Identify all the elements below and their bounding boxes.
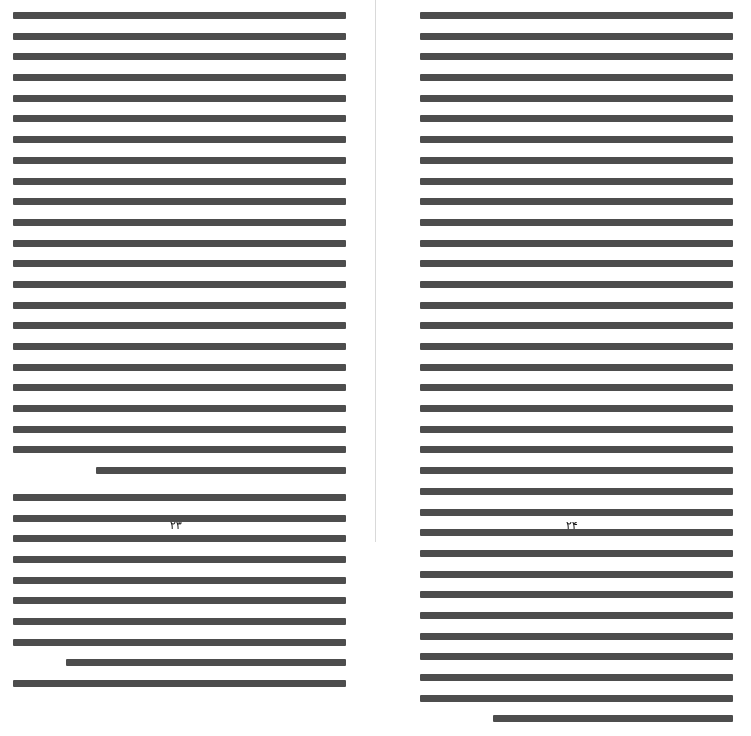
text-line [420, 136, 733, 143]
text-line [13, 618, 346, 625]
right-page [376, 0, 751, 542]
text-line [13, 74, 346, 81]
text-line [420, 612, 733, 619]
text-line [13, 343, 346, 350]
text-line [420, 219, 733, 226]
text-line [13, 680, 346, 687]
text-line [420, 509, 733, 516]
text-line [13, 639, 346, 646]
right-page-number: ۲۴ [566, 519, 578, 532]
text-line [420, 550, 733, 557]
text-line [420, 157, 733, 164]
text-line [420, 33, 733, 40]
text-line [420, 446, 733, 453]
left-page-number: ۲۳ [170, 519, 182, 532]
text-line [13, 302, 346, 309]
text-line [13, 281, 346, 288]
text-line [420, 281, 733, 288]
text-line [420, 384, 733, 391]
text-line [13, 405, 346, 412]
text-line [13, 136, 346, 143]
text-line [66, 659, 346, 666]
text-line [13, 198, 346, 205]
text-line [13, 33, 346, 40]
text-line [420, 488, 733, 495]
text-line [13, 95, 346, 102]
text-line [420, 695, 733, 702]
text-line [420, 364, 733, 371]
left-page-body [13, 12, 346, 701]
text-line [13, 178, 346, 185]
text-line [13, 384, 346, 391]
text-line [13, 535, 346, 542]
text-line [13, 157, 346, 164]
text-line [13, 577, 346, 584]
text-line [13, 12, 346, 19]
text-line [13, 53, 346, 60]
text-line [420, 198, 733, 205]
text-line [420, 115, 733, 122]
text-line [13, 115, 346, 122]
text-line [13, 446, 346, 453]
text-line [96, 467, 346, 474]
text-line [420, 674, 733, 681]
text-line [420, 178, 733, 185]
text-line [13, 322, 346, 329]
text-line [420, 53, 733, 60]
text-line [420, 653, 733, 660]
text-line [13, 494, 346, 501]
text-line [493, 715, 733, 722]
text-line [13, 597, 346, 604]
text-line [13, 556, 346, 563]
text-line [420, 467, 733, 474]
text-line [420, 571, 733, 578]
text-line [420, 405, 733, 412]
text-line [420, 302, 733, 309]
text-line [420, 322, 733, 329]
text-line [420, 12, 733, 19]
left-page [0, 0, 375, 542]
text-line [420, 95, 733, 102]
text-line [420, 591, 733, 598]
text-line [13, 260, 346, 267]
text-line [420, 426, 733, 433]
text-line [420, 633, 733, 640]
text-line [13, 219, 346, 226]
text-line [420, 260, 733, 267]
right-page-body [420, 12, 733, 736]
text-line [420, 343, 733, 350]
text-line [13, 364, 346, 371]
text-line [13, 426, 346, 433]
text-line [13, 240, 346, 247]
paragraph-gap [13, 488, 346, 494]
text-line [420, 240, 733, 247]
text-line [420, 74, 733, 81]
